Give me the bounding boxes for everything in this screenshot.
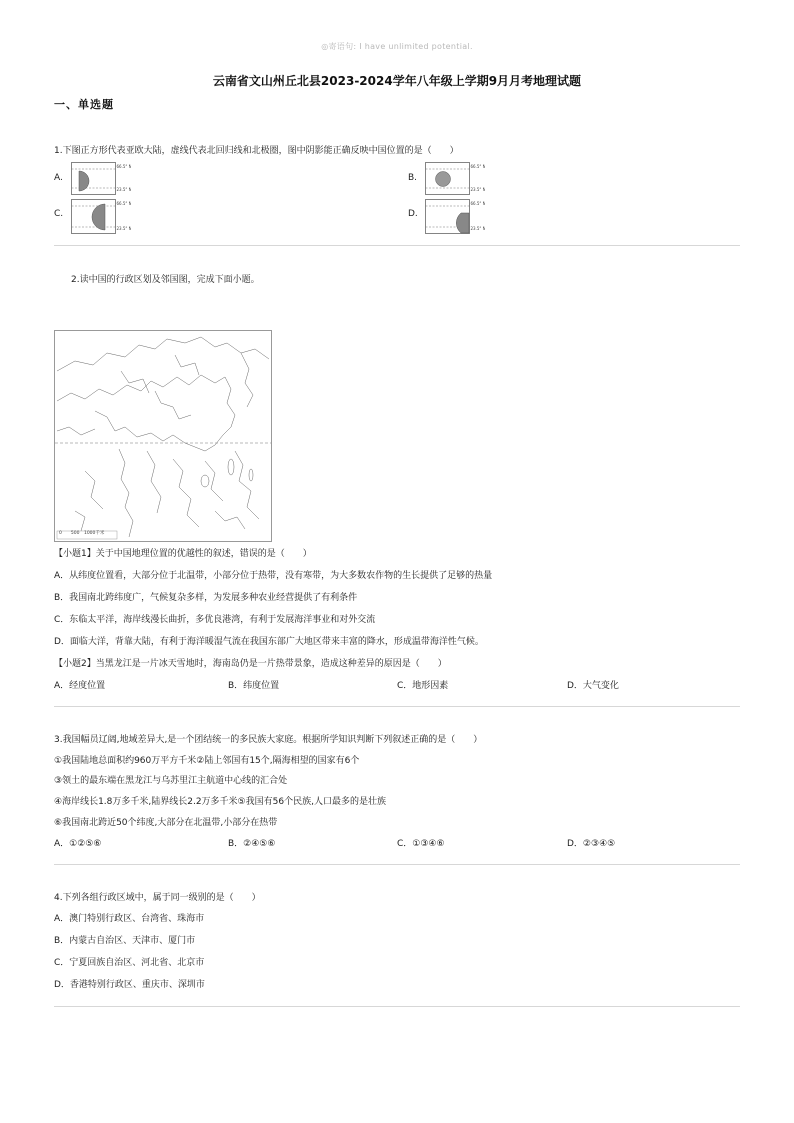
map-scale: 0 500 1000千米: [59, 531, 105, 536]
svg-text:23.5° N: 23.5° N: [116, 226, 131, 231]
question-2-stem: 2.读中国的行政区划及邻国图，完成下面小题。: [71, 275, 260, 285]
q3-statement-line: ③领土的最东端在黑龙江与乌苏里江主航道中心线的汇合处: [54, 776, 288, 786]
q1-option-a-label: A.: [54, 173, 63, 183]
svg-text:23.5° N: 23.5° N: [470, 226, 485, 231]
q3-statement-line: ①我国陆地总面积约960万平方千米②陆上邻国有15个,隔海相望的国家有6个: [54, 756, 360, 766]
question-4-stem: 4.下列各组行政区域中，属于同一级别的是（ ）: [54, 893, 261, 903]
divider: [54, 245, 740, 246]
q4-option-b: B．内蒙古自治区、天津市、厦门市: [54, 936, 196, 946]
divider: [54, 1006, 740, 1007]
q3-option-b: B．②④⑤⑥: [228, 839, 276, 849]
q3-option-c: C．①③④⑥: [397, 839, 445, 849]
q3-statement-line: ④海岸线长1.8万多千米,陆界线长2.2万多千米⑤我国有56个民族,人口最多的是壮族: [54, 797, 386, 807]
svg-text:23.5° N: 23.5° N: [116, 187, 131, 192]
subquestion-1-option-a: A．从纬度位置看，大部分位于北温带，小部分位于热带，没有寒带，为大多数农作物的生长提供了足够的热量: [54, 571, 493, 581]
q1-option-c-label: C.: [54, 209, 64, 219]
q1-option-c-figure: [71, 199, 131, 239]
q1-option-b-label: B.: [408, 173, 418, 183]
divider: [54, 864, 740, 865]
q4-option-d: D．香港特别行政区、重庆市、深圳市: [54, 980, 205, 990]
svg-text:23.5° N: 23.5° N: [470, 187, 485, 192]
q3-option-a: A．①②⑤⑥: [54, 839, 102, 849]
question-1-stem: 1.下图正方形代表亚欧大陆，虚线代表北回归线和北极圈，图中阴影能正确反映中国位置的是（ ）: [54, 146, 459, 156]
subquestion-1-option-d: D．面临大洋，背靠大陆，有利于海洋暖湿气流在我国东部广大地区带来丰富的降水，形成温带海洋性气候。: [54, 637, 484, 647]
q1-option-b-figure: [425, 162, 485, 200]
watermark: ◎寄语句: I have unlimited potential.: [321, 42, 473, 51]
q1-option-a-figure: [71, 162, 131, 200]
page-title: 云南省文山州丘北县2023-2024学年八年级上学期9月月考地理试题: [212, 74, 582, 88]
svg-text:66.5° N: 66.5° N: [116, 201, 131, 206]
question-3-stem: 3.我国幅员辽阔,地域差异大,是一个团结统一的多民族大家庭。根据所学知识判断下列叙述正确的是（ ）: [54, 735, 483, 745]
svg-text:66.5° N: 66.5° N: [470, 164, 485, 169]
q1-option-d-figure: [425, 199, 485, 239]
divider: [54, 706, 740, 707]
q4-option-a: A．澳门特别行政区、台湾省、珠海市: [54, 914, 205, 924]
svg-text:66.5° N: 66.5° N: [116, 164, 131, 169]
subquestion-1-option-b: B．我国南北跨纬度广，气候复杂多样，为发展多种农业经营提供了有利条件: [54, 593, 358, 603]
subquestion-1-option-c: C．东临太平洋，海岸线漫长曲折，多优良港湾，有利于发展海洋事业和对外交流: [54, 615, 376, 625]
q3-option-d: D．②③④⑤: [567, 839, 616, 849]
subquestion-2-option-b: B．纬度位置: [228, 681, 280, 691]
q4-option-c: C．宁夏回族自治区、河北省、北京市: [54, 958, 205, 968]
q1-option-d-label: D.: [408, 209, 418, 219]
china-map: [54, 330, 272, 542]
svg-text:66.5° N: 66.5° N: [470, 201, 485, 206]
subquestion-2-option-a: A．经度位置: [54, 681, 106, 691]
subquestion-1-stem: 【小题1】关于中国地理位置的优越性的叙述，错误的是（ ）: [54, 549, 312, 559]
section-heading: 一、单选题: [54, 98, 114, 111]
subquestion-2-stem: 【小题2】当黑龙江是一片冰天雪地时，海南岛仍是一片热带景象，造成这种差异的原因是（ ）: [54, 659, 447, 669]
subquestion-2-option-c: C．地形因素: [397, 681, 449, 691]
subquestion-2-option-d: D．大气变化: [567, 681, 619, 691]
q3-statement-line: ⑥我国南北跨近50个纬度,大部分在北温带,小部分在热带: [54, 818, 278, 828]
